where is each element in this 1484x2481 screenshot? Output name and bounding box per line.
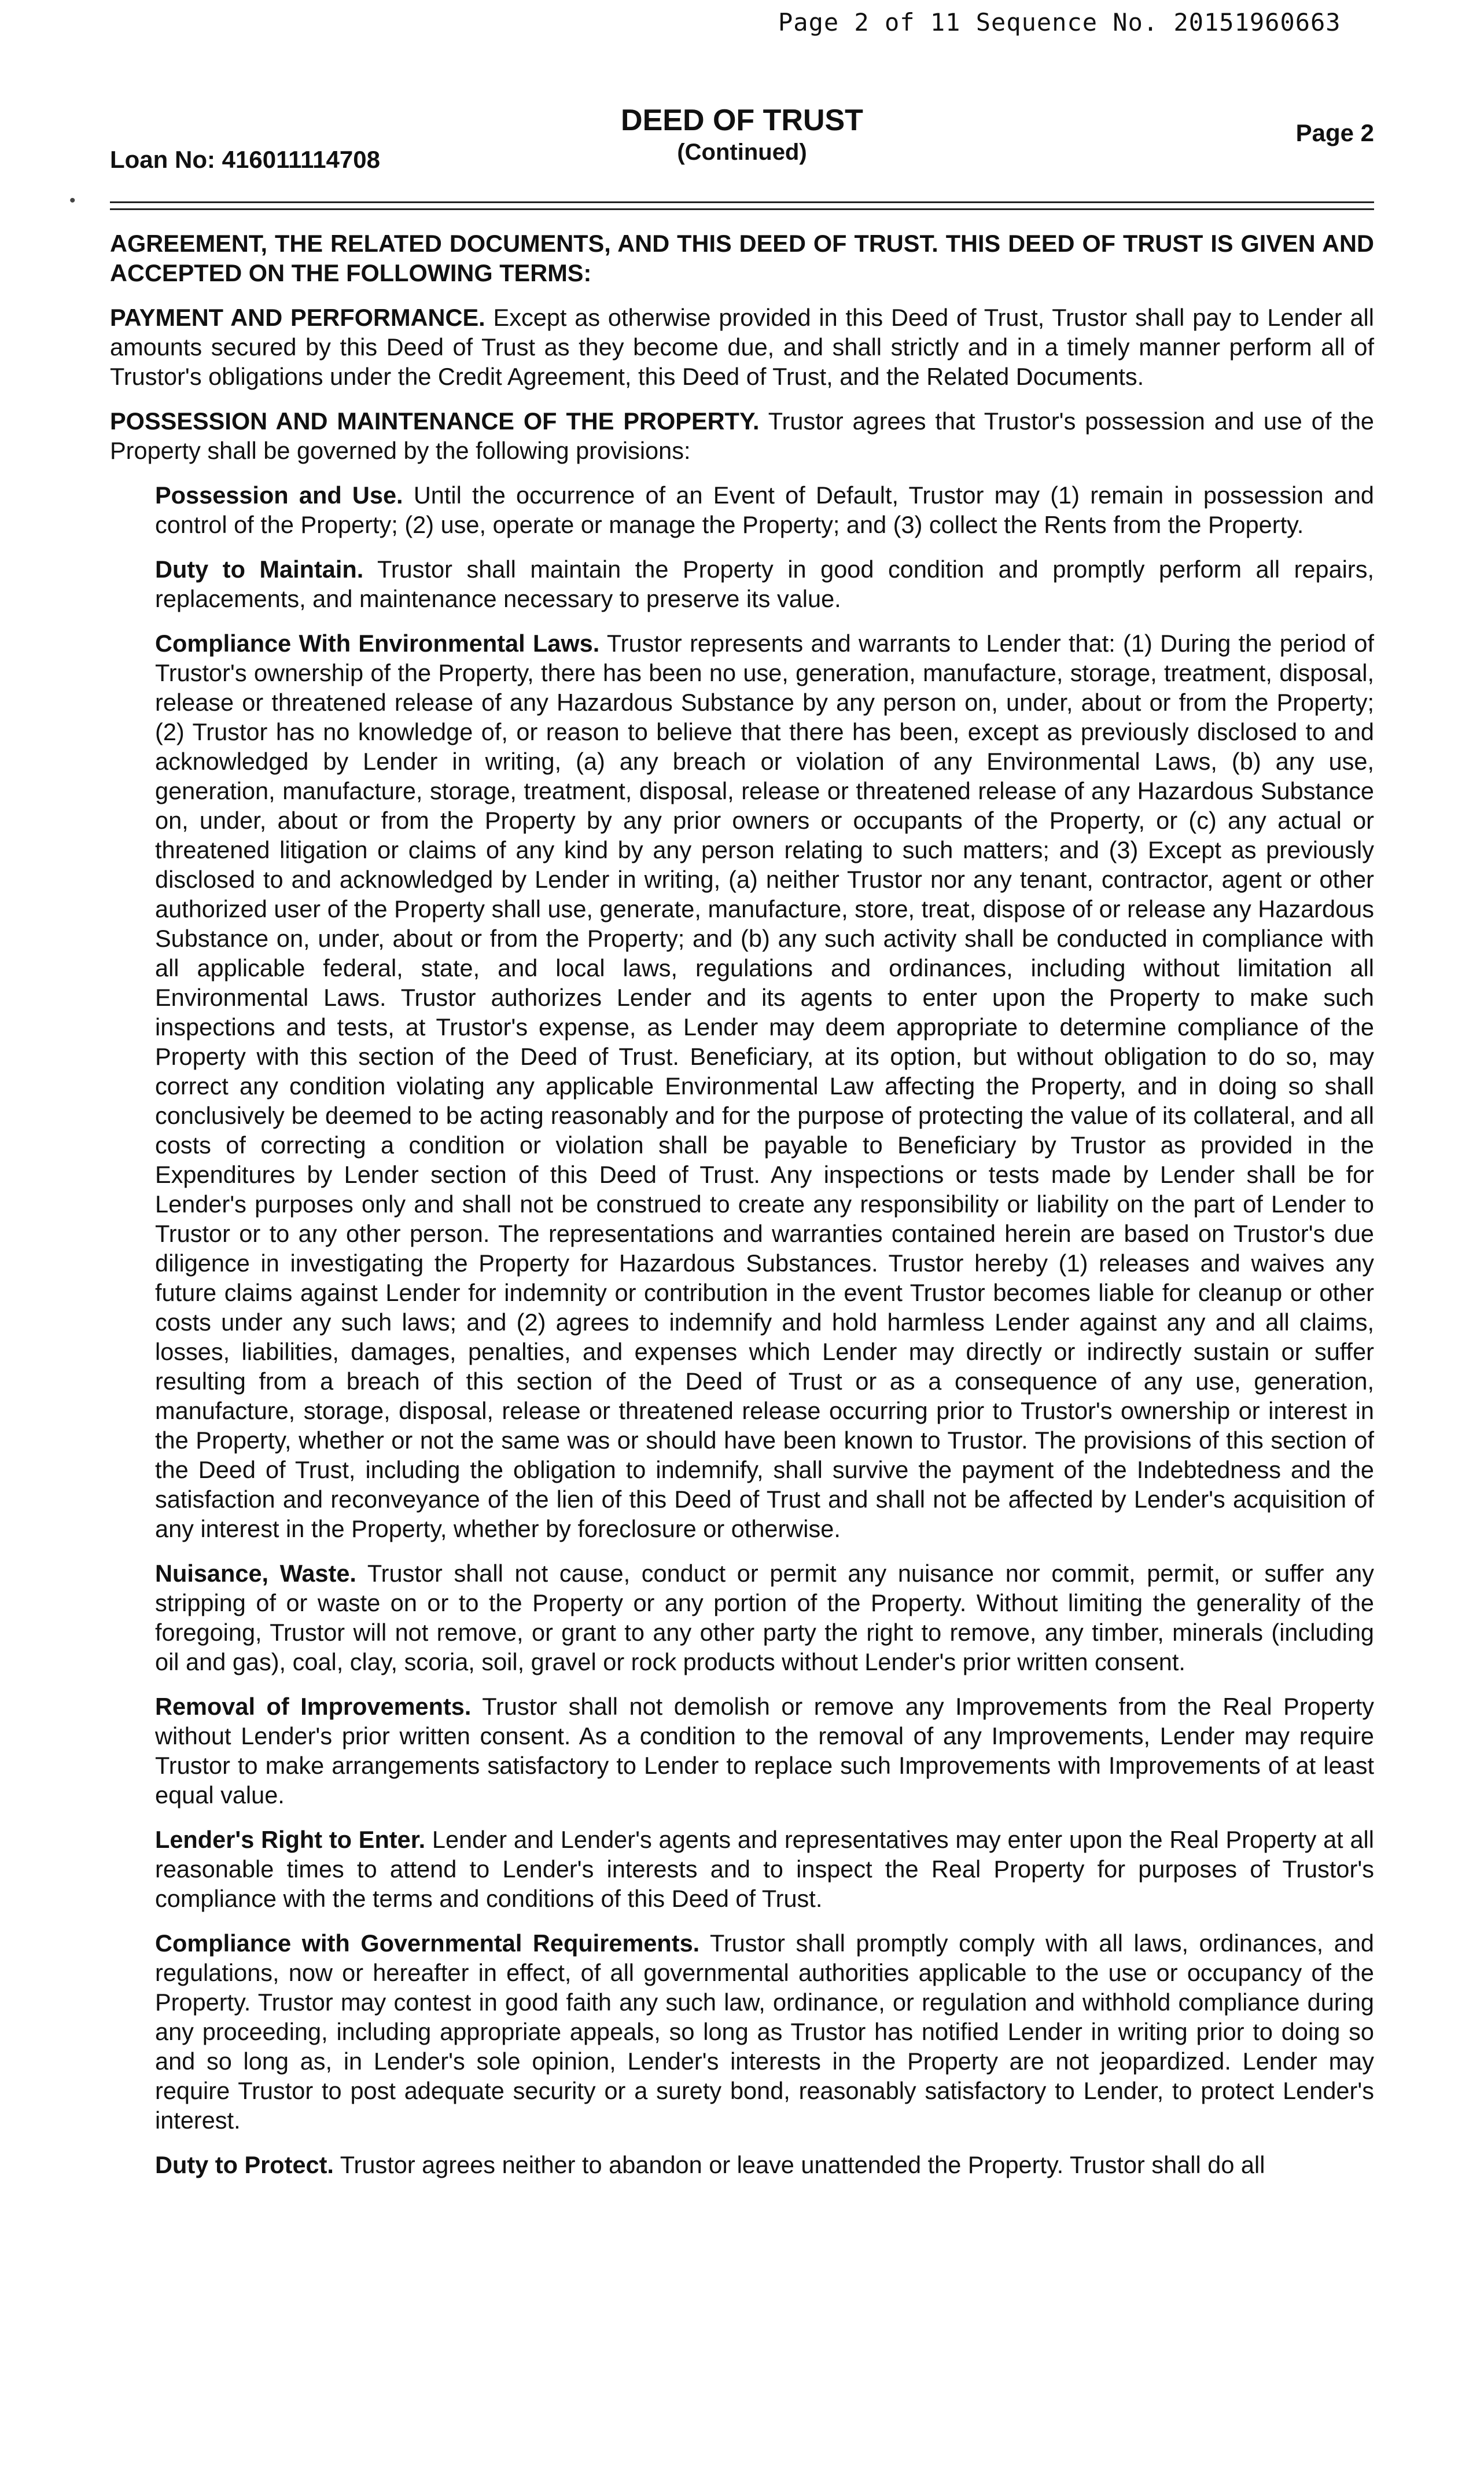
subsection-heading: Duty to Protect.	[155, 2151, 334, 2178]
sequence-header: Page 2 of 11 Sequence No. 20151960663	[778, 8, 1341, 36]
duty-to-maintain-paragraph	[110, 554, 1374, 613]
document-subtitle: (Continued)	[677, 139, 807, 166]
section-text: Except as otherwise provided in this Deed of Trust, Trustor shall pay to Lender all amounts secured by this Deed of Trust as they become due, and shall strictly and in a timely manner perform all of Trustor's obligations under the Credit Agreement, this Deed of Trust, and the Related Documents.	[110, 304, 1374, 390]
possession-section	[110, 406, 1374, 465]
intro-paragraph: AGREEMENT, THE RELATED DOCUMENTS, AND THIS DEED OF TRUST. THIS DEED OF TRUST IS GIVEN AND ACCEPTED ON THE FOLLOWING TERMS:	[110, 230, 1374, 286]
subsection-text: Lender and Lender's agents and representatives may enter upon the Real Property at all reasonable times to attend to Lender's interests and to inspect the Real Property for purposes of Trustor's compliance with the terms and conditions of this Deed of Trust.	[155, 1826, 1374, 1912]
subsection-text: Trustor shall maintain the Property in good condition and promptly perform all repairs, replacements, and maintenance necessary to preserve its value.	[155, 556, 1374, 612]
removal-of-improvements-paragraph	[110, 1692, 1374, 1810]
document-header	[110, 104, 1374, 179]
subsection-heading: Lender's Right to Enter.	[155, 1826, 426, 1853]
subsection-heading: Compliance with Governmental Requirements.	[155, 1929, 700, 1957]
possession-use-paragraph	[110, 480, 1374, 539]
subsection-text: Trustor shall not demolish or remove any Improvements from the Real Property without Lender's prior written consent. As a condition to the removal of any Improvements, Lender may require Trustor to make arrangements satisfactory to Lender to replace such Improvements with Improvements of at least equal value.	[155, 1693, 1374, 1809]
subsection-heading: Removal of Improvements.	[155, 1693, 472, 1720]
subsection-text: Until the occurrence of an Event of Default, Trustor may (1) remain in possession and control of the Property; (2) use, operate or manage the Property; and (3) collect the Rents from the Property.	[155, 482, 1375, 538]
document-title: DEED OF TRUST	[621, 104, 863, 137]
page-number: Page 2	[1295, 119, 1374, 146]
subsection-text: Trustor shall promptly comply with all laws, ordinances, and regulations, now or hereafter in effect, of all governmental authorities applicable to the use or occupancy of the Property. Trustor may contest in good faith any such law, ordinance, or regulation and withhold compliance during any proceeding, including appropriate appeals, so long as Trustor has notified Lender in writing prior to doing so and so long as, in Lender's sole opinion, Lender's interests in the Property are not jeopardized. Lender may require Trustor to post adequate security or a surety bond, reasonably satisfactory to Lender, to protect Lender's interest.	[155, 1929, 1374, 2134]
header-rule-top	[110, 201, 1374, 203]
nuisance-waste-paragraph	[110, 1559, 1374, 1677]
section-text: Trustor agrees that Trustor's possession and use of the Property shall be governed by the following provisions:	[110, 407, 1374, 464]
scan-mark: •	[69, 191, 76, 210]
section-heading: POSSESSION AND MAINTENANCE OF THE PROPERTY.	[110, 407, 760, 435]
payment-section	[110, 303, 1374, 391]
subsection-heading: Duty to Maintain.	[155, 556, 364, 583]
loan-number: Loan No: 416011114708	[110, 146, 380, 173]
header-rule-bottom	[110, 208, 1374, 210]
subsection-text: Trustor represents and warrants to Lender that: (1) During the period of Trustor's ownership of the Property, there has been no use, generation, manufacture, storage, treatment, disposal, release or threatened release of any Hazardous Substance by any person on, under, about or from the Property; (2) Trustor has no knowledge of, or reason to believe that there has been, except as previously disclosed to and acknowledged by Lender in writing, (a) any breach or violation of any Environmental Laws, (b) any use, generation, manufacture, storage, treatment, disposal, release or threatened release of any Hazardous Substance on, under, about or from the Property by any prior owners or occupants of the Property, or (c) any actual or threatened litigation or claims of any kind by any person relating to such matters; and (3) Except as previously disclosed to and acknowledged by Lender in writing, (a) neither Trustor nor any tenant, contractor, agent or other authorized user of the Property shall use, generate, manufacture, store, treat, dispose of or release any Hazardous Substance on, under, about or from the Property; and (b) any such activity shall be conducted in compliance with all applicable federal, state, and local laws, regulations and ordinances, including without limitation all Environmental Laws. Trustor authorizes Lender and its agents to enter upon the Property to make such inspections and tests, at Trustor's expense, as Lender may deem appropriate to determine compliance of the Property with this section of the Deed of Trust. Beneficiary, at its option, but without obligation to do so, may correct any condition violating any applicable Environmental Law affecting the Property, and in doing so shall conclusively be deemed to be acting reasonably and for the purpose of protecting the value of its collateral, and all costs of correcting a condition or violation shall be payable to Beneficiary by Trustor as provided in the Expenditures by Lender section of this Deed of Trust. Any inspections or tests made by Lender shall be for Lender's purposes only and shall not be construed to create any responsibility or liability on the part of Lender to Trustor or to any other person. The representations and warranties contained herein are based on Trustor's due diligence in investigating the Property for Hazardous Substances. Trustor hereby (1) releases and waives any future claims against Lender for indemnity or contribution in the event Trustor becomes liable for cleanup or other costs under any such laws; and (2) agrees to indemnify and hold harmless Lender against any and all claims, losses, liabilities, damages, penalties, and expenses which Lender may directly or indirectly sustain or suffer resulting from a breach of this section of the Deed of Trust or as a consequence of any use, generation, manufacture, storage, disposal, release or threatened release occurring prior to Trustor's ownership or interest in the Property, whether or not the same was or should have been known to Trustor. The provisions of this section of the Deed of Trust, including the obligation to indemnify, shall survive the payment of the Indebtedness and the satisfaction and reconveyance of the lien of this Deed of Trust and shall not be affected by Lender's acquisition of any interest in the Property, whether by foreclosure or otherwise.	[155, 630, 1374, 1542]
subsection-heading: Nuisance, Waste.	[155, 1560, 356, 1587]
document-body	[110, 229, 1374, 2195]
duty-to-protect-paragraph	[110, 2150, 1374, 2179]
environmental-laws-paragraph	[110, 628, 1374, 1543]
subsection-text: Trustor shall not cause, conduct or permit any nuisance nor commit, permit, or suffer any stripping of or waste on or to the Property or any portion of the Property. Without limiting the generality of the foregoing, Trustor will not remove, or grant to any other party the right to remove, any timber, minerals (including oil and gas), coal, clay, scoria, soil, gravel or rock products without Lender's prior written consent.	[155, 1560, 1374, 1675]
section-heading: PAYMENT AND PERFORMANCE.	[110, 304, 485, 331]
right-to-enter-paragraph	[110, 1825, 1374, 1913]
title-block	[110, 104, 1374, 167]
subsection-text: Trustor agrees neither to abandon or leave unattended the Property. Trustor shall do all	[333, 2151, 1265, 2178]
governmental-requirements-paragraph	[110, 1928, 1374, 2135]
subsection-heading: Possession and Use.	[155, 482, 403, 509]
subsection-heading: Compliance With Environmental Laws.	[155, 630, 600, 657]
